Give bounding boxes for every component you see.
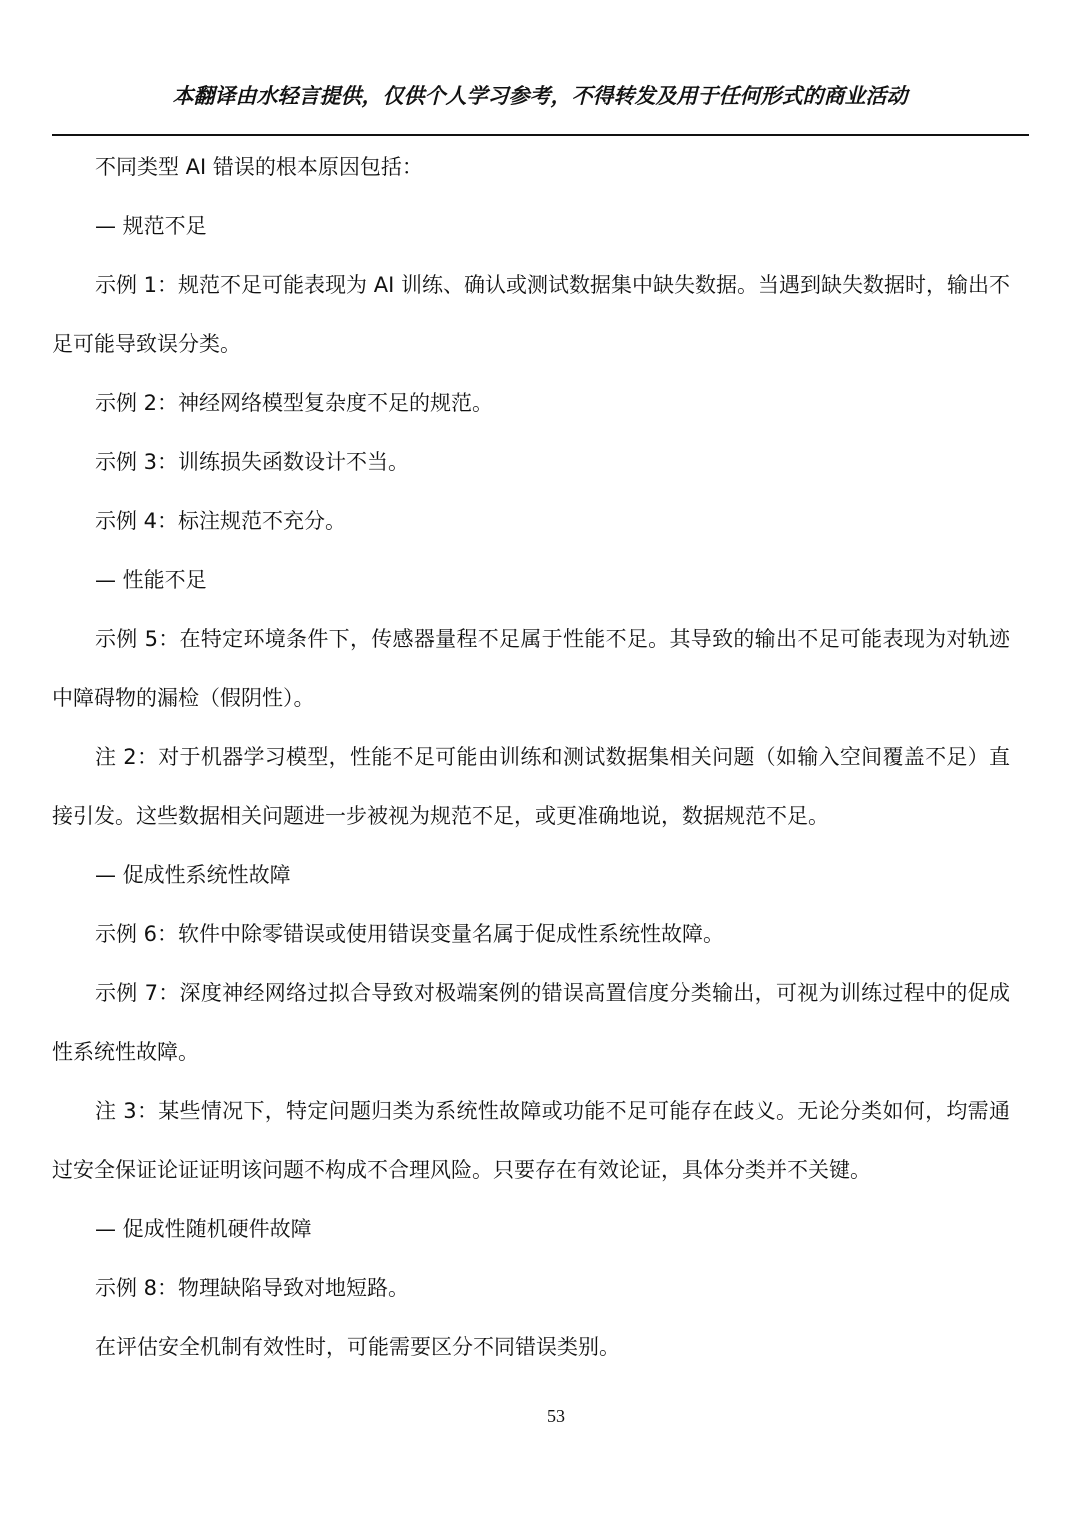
paragraph-example-1: 示例 1：规范不足可能表现为 AI 训练、确认或测试数据集中缺失数据。当遇到缺失数据时，输出不足可能导致误分类。: [52, 273, 1010, 356]
paragraph-intro: 不同类型 AI 错误的根本原因包括：: [95, 155, 423, 179]
page-number: 53: [547, 1406, 565, 1426]
paragraph-note-3: 注 3：某些情况下，特定问题归类为系统性故障或功能不足可能存在歧义。无论分类如何，均需通过安全保证论证证明该问题不构成不合理风险。只要存在有效论证，具体分类并不关键。: [52, 1099, 1010, 1182]
list-item-performance-insufficiency: — 性能不足: [95, 568, 207, 592]
paragraph-example-3: 示例 3：训练损失函数设计不当。: [95, 450, 410, 474]
paragraph-example-6: 示例 6：软件中除零错误或使用错误变量名属于促成性系统性故障。: [95, 922, 725, 946]
body-text: [52, 138, 1010, 1377]
paragraph-example-5: 示例 5：在特定环境条件下，传感器量程不足属于性能不足。其导致的输出不足可能表现为对轨迹中障碍物的漏检（假阴性）。: [52, 627, 1010, 710]
header-disclaimer: 本翻译由水轻言提供，仅供个人学习参考，不得转发及用于任何形式的商业活动: [172, 84, 908, 108]
paragraph-example-8: 示例 8：物理缺陷导致对地短路。: [95, 1276, 410, 1300]
list-item-random-hardware-fault: — 促成性随机硬件故障: [95, 1217, 312, 1241]
header-divider: [52, 134, 1029, 136]
paragraph-note-2: 注 2：对于机器学习模型，性能不足可能由训练和测试数据集相关问题（如输入空间覆盖不足）直接引发。这些数据相关问题进一步被视为规范不足，或更准确地说，数据规范不足。: [52, 745, 1010, 828]
paragraph-example-2: 示例 2：神经网络模型复杂度不足的规范。: [95, 391, 494, 415]
list-item-spec-insufficiency: — 规范不足: [95, 214, 207, 238]
paragraph-conclusion: 在评估安全机制有效性时，可能需要区分不同错误类别。: [95, 1335, 620, 1359]
paragraph-example-4: 示例 4：标注规范不充分。: [95, 509, 347, 533]
paragraph-example-7: 示例 7：深度神经网络过拟合导致对极端案例的错误高置信度分类输出，可视为训练过程中的促成性系统性故障。: [52, 981, 1010, 1064]
list-item-systematic-fault: — 促成性系统性故障: [95, 863, 291, 887]
